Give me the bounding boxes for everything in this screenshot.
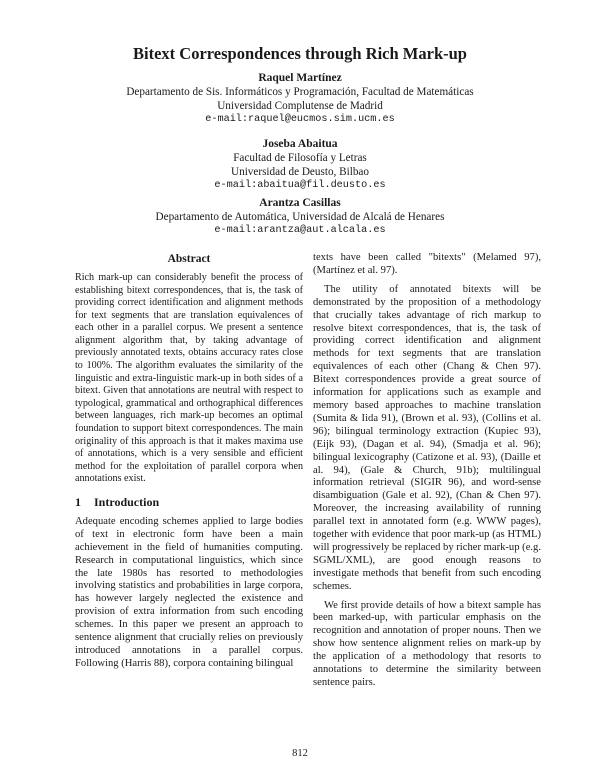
author-affiliation: Departamento de Automática, Universidad de Alcalá de Henares: [155, 211, 445, 223]
abstract-text: Rich mark-up can considerably benefit the process of establishing bitext correspondences, that is, the task of providing correct identification and alignment methods for text segments that are translation equivalences of each other in a parallel corpus. We present a sentence alignment algorithm that, by taking advantage of previously annotated texts, obtains accuracy rates close to 100%. The algorithm evaluates the similarity of the linguistic and extra-linguistic mark-up in both sides of a bitext. Given that annotations are neutral with respect to typological, grammatical and orthographical differences between languages, rich mark-up becomes an optimal foundation to support bitext correspondences. The main originality of this approach is that it makes maxima use of annotations, which is a very sensible and efficient method for the exploitation of parallel corpora when annotations exist.: [75, 271, 303, 485]
author-affiliation: Facultad de Filosofía y Letras: [233, 152, 367, 164]
right-column: [313, 252, 541, 690]
abstract-heading: Abstract: [167, 253, 211, 265]
author-name: Raquel Martínez: [258, 72, 342, 84]
paper-title: Bitext Correspondences through Rich Mark-up: [133, 44, 467, 63]
section-heading: [75, 496, 303, 509]
author-affiliation: Departamento de Sis. Informáticos y Programación, Facultad de Matemáticas: [126, 86, 474, 98]
section-number: 1: [75, 495, 81, 509]
author-name: Joseba Abaitua: [262, 138, 338, 150]
page-number: 812: [292, 748, 308, 759]
intro-paragraph-1-right: texts have been called "bitexts" (Melamed 97), (Martínez et al. 97).: [313, 252, 541, 276]
author-block-1: [0, 71, 600, 127]
left-column: [75, 253, 303, 671]
section-title: Introduction: [94, 495, 160, 509]
author-email: e-mail:raquel@eucmos.sim.ucm.es: [205, 114, 395, 125]
author-affiliation: Universidad de Deusto, Bilbao: [231, 166, 369, 178]
author-email: e-mail:abaitua@fil.deusto.es: [214, 180, 386, 191]
author-block-2: [0, 137, 600, 193]
author-block-3: [0, 196, 600, 238]
intro-paragraph-2: The utility of annotated bitexts will be demonstrated by the proposition of a methodology that crucially takes advantage of rich markup to resolve bitext correspondences, that is, the task of providing correct identification and alignment methods for text segments that are translation equivalences of each other (Chang & Chen 97). Bitext correspondences provide a great source of information for applications such as example and memory based approaches to machine translation (Sumita & Iida 91), (Brown et al. 93), (Collins et al. 96); bilingual terminology extraction (Kupiec 93), (Eijk 93), (Dagan et al. 94), (Smadja et al. 96); bilingual lexicography (Catizone et al. 93), (Daille et al. 94), (Gale & Church, 91b); multilingual information retrieval (SIGIR 96), and word-sense disambiguation (Gale et al. 92), (Chan & Chen 97). Moreover, the increasing availability of running parallel text in annotated form (e.g. WWW pages), together with evidence that poor mark-up (as HTML) will progressively be replaced by richer mark-up (e.g. SGML/XML), are good enough reasons to investigate methods that benefit from such encoding schemes.: [313, 283, 541, 592]
intro-paragraph-3: We first provide details of how a bitext sample has been marked-up, with particular emphasis on the recognition and annotation of proper nouns. Then we show how sentence alignment relies on mark-up by the application of a methodology that resorts to annotations to determine the similarity between sentence pairs.: [313, 599, 541, 688]
author-email: e-mail:arantza@aut.alcala.es: [214, 225, 386, 236]
intro-paragraph-1-left: Adequate encoding schemes applied to large bodies of text in electronic form have been a main achievement in the field of humanities computing. Research in computational linguistics, which since the late 1980s has resorted to methodologies involving statistics and probabilities in large corpora, has however largely neglected the existence and provision of extra information from such encoding schemes. In this paper we present an approach to sentence alignment that crucially relies on previously introduced annotations in a parallel corpus. Following (Harris 88), corpora containing bilingual: [75, 515, 303, 669]
author-affiliation: Universidad Complutense de Madrid: [217, 100, 383, 112]
author-name: Arantza Casillas: [259, 197, 341, 209]
